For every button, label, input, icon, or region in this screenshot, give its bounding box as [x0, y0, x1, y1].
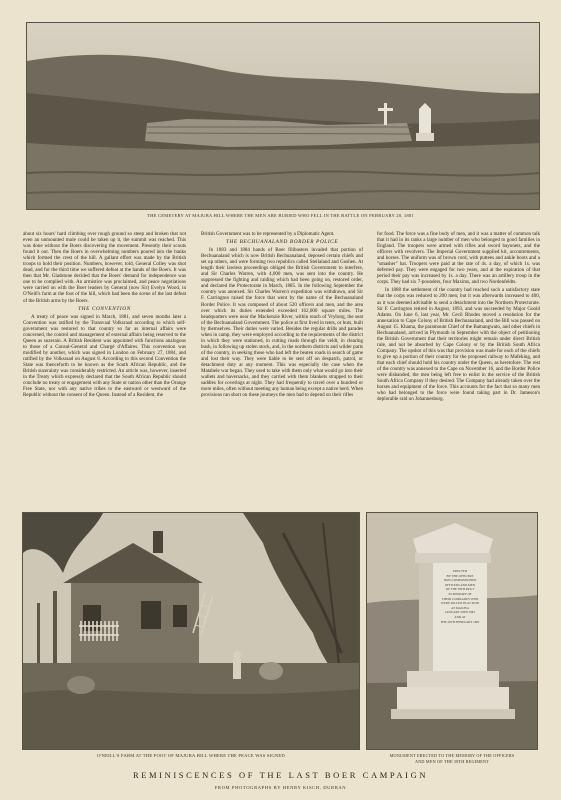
- col1-paragraph-1: about six hours' hard climbing over rough ground so steep and broken that not even an unmounted mule could be taken up it, the summit was reached. This was done without the Boers discovering the movement. Presently their scouts found it out. Then the Boers in overwhelming numbers poured into the banks which formed the crest of the hill. A gallant effort was made by the British troops to hold their position. Numbers, however, told, General Colley was shot dead, and for the third time we suffered defeat at the hands of the Boers. It was then that Mr. Gladstone decided that the Boers' demand for independence was one to be complied with. An armistice was proclaimed, and peace negotiations were carried on with the Boer leaders by General (now Sir) Evelyn Wood, in O'Neill's farm at the foot of the hill, which had been the scene of the last defeat of the British arms by the Boers.: [23, 231, 186, 304]
- inscription-line: NON-COMMISSIONED: [443, 578, 477, 583]
- col2-paragraph-1: British Government was to be represented by a Diplomatic Agent.: [201, 231, 335, 237]
- inscription-line: JANUARY 28TH 1881: [445, 610, 475, 615]
- cemetery-caption: THE CEMETERY AT MAJUBA HILL WHERE THE MEN ARE BURIED WHO FELL IN THE BATTLE ON FEBRUARY 20, 1881: [147, 213, 414, 218]
- farm-scene: [23, 513, 360, 750]
- cemetery-scene: [27, 23, 540, 210]
- monument-inscription: [433, 569, 487, 624]
- article-column-1: [23, 231, 186, 400]
- cemetery-photo: [26, 22, 540, 210]
- inscription-line: AND AT: [454, 614, 466, 619]
- monument-caption-line-2: AND MEN OF THE 58TH REGIMENT: [414, 759, 490, 764]
- convention-heading: THE CONVENTION: [78, 305, 131, 312]
- monument-caption-line-1: MONUMENT ERECTED TO THE MEMORY OF THE OFFICERS: [389, 753, 515, 758]
- col2-paragraph-2: In 1883 and 1884 bands of Boer filibusters invaded that portion of Bechuanaland which is now British Bechuanaland, deposed certain chiefs and set up others, and were forming two republics called Stellaland and Goshen. At length their lawless proceedings obliged the British Government to interfere, and Sir Charles Warren, with 4,000 men, was sent into the country. He suppressed the fighting and raiding which had been going on, restored order, and declared the Protectorate in March, 1885. In the following September the country was annexed. Sir Charles Warren's expedition was withdrawn, and Sir F. Carrington raised the force that went by the name of the Bechuanaland Border Police. It was composed of about 520 officers and men, and the area over which its duties extended exceeded 162,000 square miles. The headquarters were near the Mackenzie River, within reach of Vryburg, the seat of the Bechuanaland Government. The police at first lived in tents, or huts, built by themselves. Their duties were varied. Besides the regular drills and parades when in camp, they were employed according to the requirements of the district in which they were stationed, in cutting roads through the veldt, in clearing bush, in following up stolen stock, and, in the northern districts and wilder parts of the country, in seeking those who had left the beaten roads in search of game and lost their way. They were liable to be sent off on despatch, patrol, or detachment duty at any moment. This was especially the case when the Matabele war began. They used to take with them only what would go into their wallets and haversacks, and they carried with them blankets strapped to their saddles for coverings at night. They had frequently to travel over a hundred or more miles, often without meeting any human being except a native herd. When provisions ran short on these journeys the men had to depend on their rifles: [201, 247, 363, 399]
- monument-photo: [366, 512, 538, 750]
- page-title: REMINISCENCES OF THE LAST BOER CAMPAIGN: [132, 770, 429, 780]
- inscription-line: OF THE 58TH REGT: [445, 587, 475, 592]
- article-column-3: [377, 231, 540, 404]
- monument-scene: [367, 513, 538, 750]
- col3-paragraph-1: for food. The force was a fine body of men, and it was a matter of common talk that it had in its ranks a large number of men who belonged to good families in England. The troopers were armed with rifles and sword bayonets, and the officers with revolvers. The Imperial Government supplied kit, accoutrements, and horses. The uniform was of brown cord, with puttees and ankle boots and a "smasher" hat. Troopers were paid at the rate of 4s. a day, of which 1s. was deferred pay. They were engaged for two years, and at the expiration of that period their pay was increased by 1s. a day. There was an artillery troop in the corps. They had six 7-pounders, four Maxims, and two Nordenfeldts.: [377, 231, 540, 286]
- inscription-line: IN MEMORY OF: [448, 591, 472, 596]
- inscription-line: THEIR COMRADES WHO: [441, 596, 479, 601]
- inscription-line: AT MAJUBA: [451, 605, 469, 610]
- farm-caption: O'NEILL'S FARM AT THE FOOT OF MAJUBA HILL WHERE THE PEACE WAS SIGNED: [97, 753, 285, 758]
- inscription-line: OFFICERS AND MEN: [444, 582, 476, 587]
- border-police-heading: THE BECHUANALAND BORDER POLICE: [225, 239, 339, 246]
- article-column-2: [201, 231, 363, 400]
- inscription-line: BY THE OFFICERS: [446, 573, 474, 578]
- inscription-line: ERECTED: [452, 569, 468, 573]
- photo-credit: FROM PHOTOGRAPHS BY HENRY KISCH, DURBAN: [214, 785, 347, 790]
- col1-paragraph-2: A treaty of peace was signed in March, 1881, and seven months later a Convention was ratified by the Transvaal Volksraad according to which self-government was restored to that country so far as internal affairs were concerned, the control and management of external affairs being reserved to the Queen as suzerain. A British Resident was appointed with functions analogous to those of a Consul-General and Chargé d'Affaires. This convention was modified by another, which was signed in London on February 27, 1884, and ratified by the Volksraad on August 8. According to this second Convention the State was thenceforth to be known as the South African Republic, and the British suzerainty was considerably restricted. An article was, however, inserted in the Treaty which expressly declared that the South African Republic should conclude no treaty or engagement with any State or nation other than the Orange Free State, nor with any native tribes to the eastward or westward of the Republic without the consent of the Queen. Instead of a Resident, the: [23, 313, 186, 399]
- farm-photo: [22, 512, 360, 750]
- inscription-line: WERE KILLED IN ACTION: [440, 601, 480, 606]
- col3-paragraph-2: In 1888 the settlement of the country had reached such a satisfactory state that the corps was reduced to 200 men; but it was afterwards increased to 400, as it was deemed advisable to send a detachment into the Northern Protectorate. Sir F. Carrington retired in August, 1893, and was succeeded by Major Goold Adams. On June 6, last year, Mr. Cecil Rhodes moved a resolution for the annexation to Cape Colony of British Bechuanaland, and the Bill was passed on August 15. Khama, the paramount Chief of the Bamangwato, and other chiefs in Bechuanaland, arrived in Plymouth in September with the object of petitioning the British Government that their territories might remain under direct British rule, and not be absorbed by Cape Colony or by the British South Africa Company. The upshot of this was that provision was made for each of the chiefs to give up a portion of their country for the proposed railway to Mafeking, and that each chief should hold his country under the Queen, as heretofore. The rest of the country was annexed to the Cape on November 16, and the Border Police were disbanded, the men being left free to enlist in the service of the British South Africa Company if they desired. The Company had already taken over the horses and equipment of the force. This accounts for the fact that so many men who had belonged to the force were found taking part in Dr. Jameson's deplorable raid on Johannesburg.: [377, 287, 540, 403]
- inscription-line: THE 20TH FEBRUARY 1881: [440, 619, 480, 624]
